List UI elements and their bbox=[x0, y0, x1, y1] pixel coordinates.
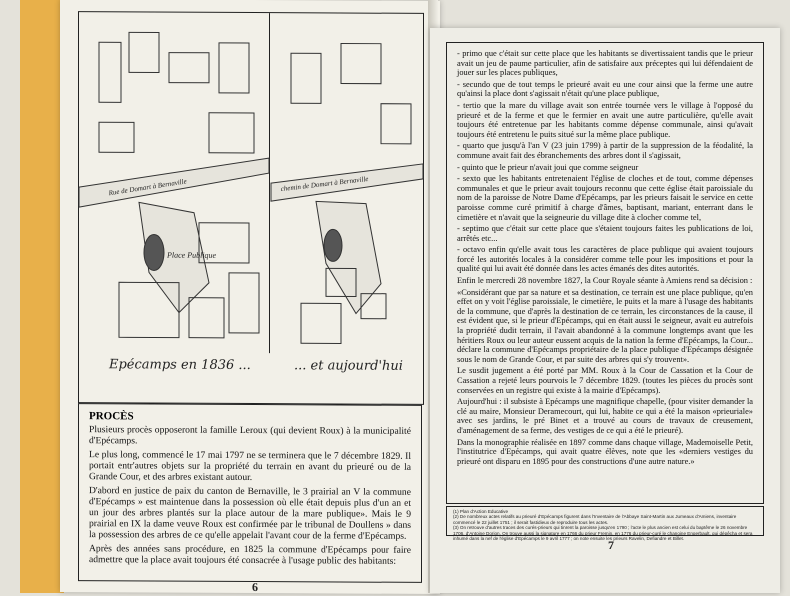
proces-text-box bbox=[78, 403, 422, 583]
page-number-left: 6 bbox=[252, 580, 258, 595]
map-road-label-1836: Rue de Domart à Bernaville bbox=[108, 177, 188, 198]
right-paragraph: - primo que c'était sur cette place que les habitants se divertissaient tandis que le prieur avait un jeu de paume particulier, afin de satisfaire aux préceptes qui lui défendaient de jouer sur les places publiques, bbox=[457, 49, 753, 78]
cover-edge bbox=[20, 0, 64, 593]
right-paragraph: «Considérant que par sa nature et sa destination, ce terrain est une place publique, qu'en effet on y voit l'église paroissiale, le cimetière, le puits et la mare à l'usage des habitants de la commune, que d'après la destination de ce terrain, les circonstances de la cause, il est évident que, si le prieur d'Epécamps, qui en était aussi le seigneur, avait eu autrefois la propriété dudit terrain, il l'avait abandonné à la commune longtemps avant que les héritiers Roux ou leur auteur eussent acquis de la nation la ferme d'Epécamps, la Cour... déclare la commune d'Epécamps propriétaire de la place publique d'Epécamps désignée sous le nom de Grande Cour, et par suite des arbres qui s'y trouvent». bbox=[457, 287, 753, 364]
left-paragraph: Après des années sans procédure, en 1825 la commune d'Epécamps pour faire admettre que la place avait toujours été consacrée à l'usage public des habitants: bbox=[89, 543, 411, 567]
footnote: (1) Plan d'Action Educative bbox=[453, 509, 509, 514]
footnote: (2) De nombreux actes relatifs au prieuré d'Epécamps figurent dans l'Inventaire de l'Abbaye Saint-Martin aux Jumeaux d'Amiens, inventaire commencé le 22 juillet 1751 ; il serait fastidieux de reproduire tous les actes. bbox=[453, 514, 737, 525]
right-paragraph: Aujourd'hui : il subsiste à Epécamps une magnifique chapelle, (pour visiter demander la clé au maire, Monsieur Deramecourt, qui lui, habite ce qui a été la maison «prieuriale» avec ses jardins, le pré Binet et a trouvé au cours de travaux de creusement, d'aménagement de sa ferme, des vestiges de ce qui a été le prieuré). bbox=[457, 397, 753, 435]
right-paragraph: Enfin le mercredi 28 novembre 1827, la Cour Royale séante à Amiens rend sa décision : bbox=[457, 276, 753, 286]
footnote: (3) On retrouve d'autres traces des curés-prieurs qui tinrent la paroisse jusqu'en 1790 ; l'acte le plus ancien est celui du baptême le 26 novembre 1706, d'Antoine Dorion. On trouve aussi la signature en 1766 du prieur Fremin, en 1776 du prieur-curé le chanoine Engerbault, qui dépêcha et sera inhumé dans la nef de l'église d'Epécamps le 9 avril 1777 ; on note ensuite les prieurs Ravelin, Defiandre et Billet. bbox=[453, 525, 753, 542]
right-paragraph: - quarto que jusqu'à l'an V (23 juin 1799) à partir de la suppression de la féodalité, la commune avait fait des ébranchements des arbres dont il s'agissait, bbox=[457, 141, 753, 160]
left-paragraph: Le plus long, commencé le 17 mai 1797 ne se terminera que le 7 décembre 1829. Il portait entr'autres objets sur la propriété du terrain en avant du prieuré ou de la Grande Cour, et des arbres existant autour. bbox=[89, 449, 411, 484]
right-paragraph: - quinto que le prieur n'avait joui que comme seigneur bbox=[457, 162, 639, 172]
map-place-label: Place Publique bbox=[167, 250, 217, 260]
right-paragraph: - octavo enfin qu'elle avait tous les caractères de place publique qui avaient toujours forcé les autorités locales à la considérer comme telle pour les impositions et pour la qualité qui lui avait été donnée dans les actes émanés des dites autorités. bbox=[457, 245, 753, 274]
footnote-box bbox=[446, 506, 764, 542]
map-today-drawing bbox=[271, 13, 423, 354]
right-paragraph: - tertio que la mare du village avait son entrée tournée vers le village à l'opposé du prieuré et de la ferme et que le fermier en avait une autre particulière, qu'elle avait toujours été entretenue par les habitants comme dépense communale, ainsi qu'avait toujours été entretenu le puits situé sur la même place publique. bbox=[457, 100, 753, 139]
map-1836 bbox=[79, 12, 270, 353]
map-today bbox=[271, 13, 423, 354]
left-paragraph: D'abord en justice de paix du canton de Bernaville, le 3 prairial an V la commune d'Epécamps » est maintenue dans la possession où elle était depuis plus d'un an et un jour des arbres plantés sur la place autour de la mare publique». Mais le 9 prairial en IX la dame veuve Roux est confirmée par le tribunal de Doullens » dans la possession des arbres de ce qu'elle appelait l'avant cour de la ferme d'Epécamps. bbox=[89, 485, 411, 542]
page-number-right: 7 bbox=[608, 538, 614, 552]
right-paragraph: - sexto que les habitants entretenaient l'église de cloches et de tout, comme dépenses communales et que le prieur avait toujours reconnu que cette église était paroissiale du nom de la paroisse de Notre Dame d'Epécamps, par les prieurs faisait le service en cette paroisse comme curé primitif à charge d'âmes, baptisant, mariant, enterrant dans le cimetière et n'avait que la seigneurie du village dite à clocher comme tel, bbox=[457, 174, 753, 222]
caption-1836: Epécamps en 1836 ... bbox=[109, 357, 251, 374]
left-paragraph: Plusieurs procès opposeront la famille Leroux (qui devient Roux) à la municipalité d'Epécamps. bbox=[89, 424, 411, 447]
section-title: PROCÈS bbox=[89, 410, 134, 423]
right-paragraph: Dans la monographie réalisée en 1897 comme dans chaque village, Mademoiselle Petit, l'institutrice d'Epécamps, qui avait quatre élèves, note que les «derniers vestiges du prieuré ont disparu en 1895 pour des constructions d'une autre nature.» bbox=[457, 437, 753, 466]
map-1836-drawing bbox=[79, 12, 269, 353]
caption-today: ... et aujourd'hui bbox=[294, 358, 403, 374]
left-page bbox=[60, 0, 440, 594]
map-road-label-today: chemin de Domart à Bernaville bbox=[280, 174, 369, 194]
map-figure bbox=[78, 11, 424, 405]
right-paragraph: - septimo que c'était sur cette place que s'étaient toujours faites les publications de loi, arrêtés etc... bbox=[457, 224, 753, 243]
right-text-box bbox=[446, 42, 764, 504]
right-paragraph: - secundo que de tout temps le prieuré avait eu une cour ainsi que la ferme une autre qu'ainsi la place dont s'agissait n'était qu'une place publique, bbox=[457, 79, 753, 99]
right-page bbox=[430, 28, 780, 593]
right-paragraph: Le susdit jugement a été porté par MM. Roux à la Cour de Cassation et la Cour de Cassation a rejeté leurs pourvois le 7 décembre 1829. (toutes les pièces du procès sont conservées en un registre qui existe à la mairie d'Epécamps). bbox=[457, 366, 753, 395]
